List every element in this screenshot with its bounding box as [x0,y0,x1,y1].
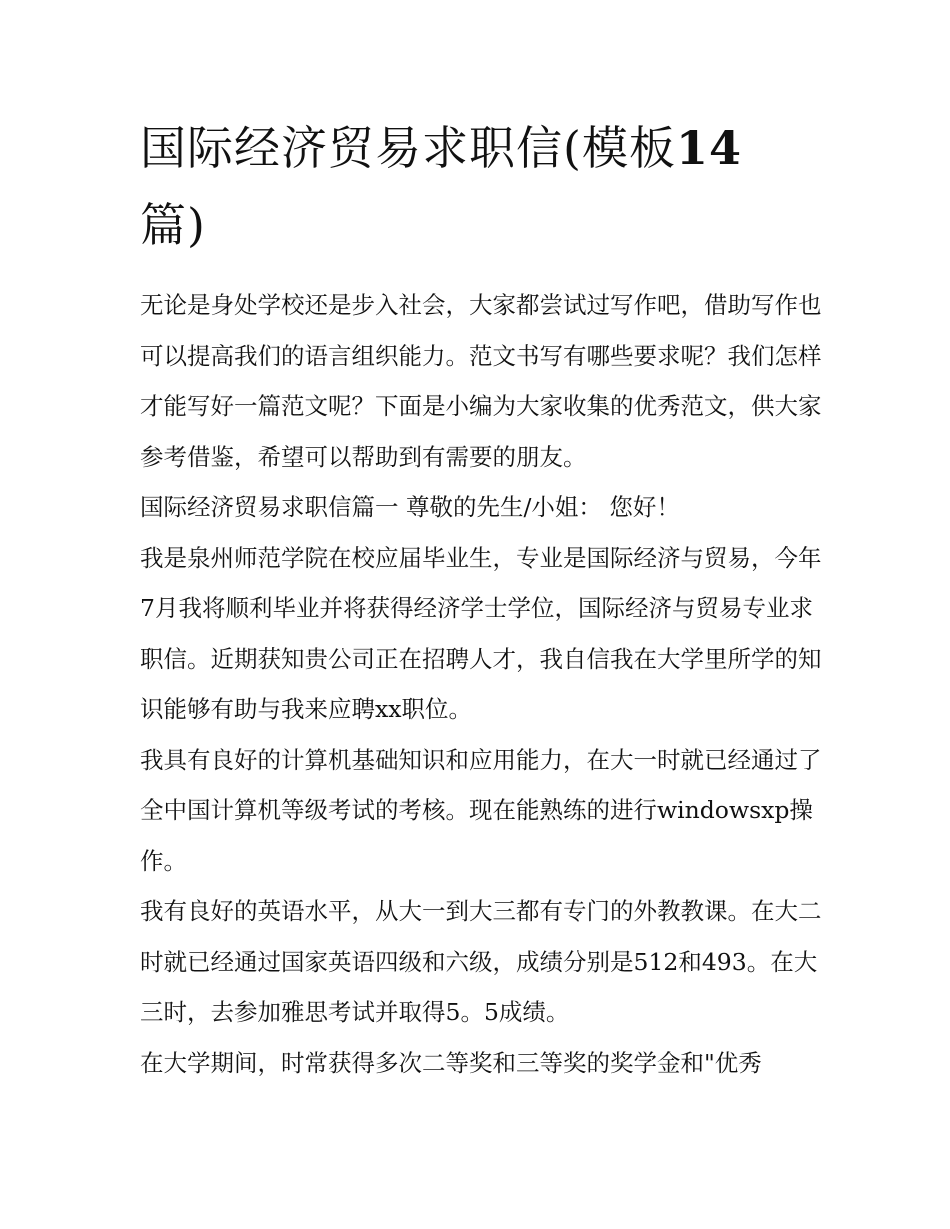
title-number: 14 [675,121,742,175]
title-main: 国际经济贸易求职信(模板 [140,121,676,175]
title-tail: 篇) [140,198,206,252]
document-title [140,110,830,264]
document-body [140,280,830,1088]
paragraph-computer-skills: 我具有良好的计算机基础知识和应用能力，在大一时就已经通过了全中国计算机等级考试的考核。现在能熟练的进行windowsxp操作。 [140,745,822,875]
paragraph-english-skills: 我有良好的英语水平，从大一到大三都有专门的外教教课。在大二时就已经通过国家英语四级和六级，成绩分别是512和493。在大三时，去参加雅思考试并取得5。5成绩。 [140,897,822,1026]
paragraph-intro: 无论是身处学校还是步入社会，大家都尝试过写作吧，借助写作也可以提高我们的语言组织能力。范文书写有哪些要求呢？我们怎样才能写好一篇范文呢？下面是小编为大家收集的优秀范文，供大家参考借鉴，希望可以帮助到有需要的朋友。 [140,291,822,471]
paragraph-awards: 在大学期间，时常获得多次二等奖和三等奖的奖学金和"优秀 [140,1048,762,1077]
paragraph-background: 我是泉州师范学院在校应届毕业生，专业是国际经济与贸易，今年7月我将顺利毕业并将获得经济学士学位，国际经济与贸易专业求职信。近期获知贵公司正在招聘人才，我自信我在大学里所学的知识能够有助与我来应聘xx职位。 [140,543,822,723]
paragraph-salutation: 国际经济贸易求职信篇一 尊敬的先生/小姐： 您好！ [140,493,680,521]
